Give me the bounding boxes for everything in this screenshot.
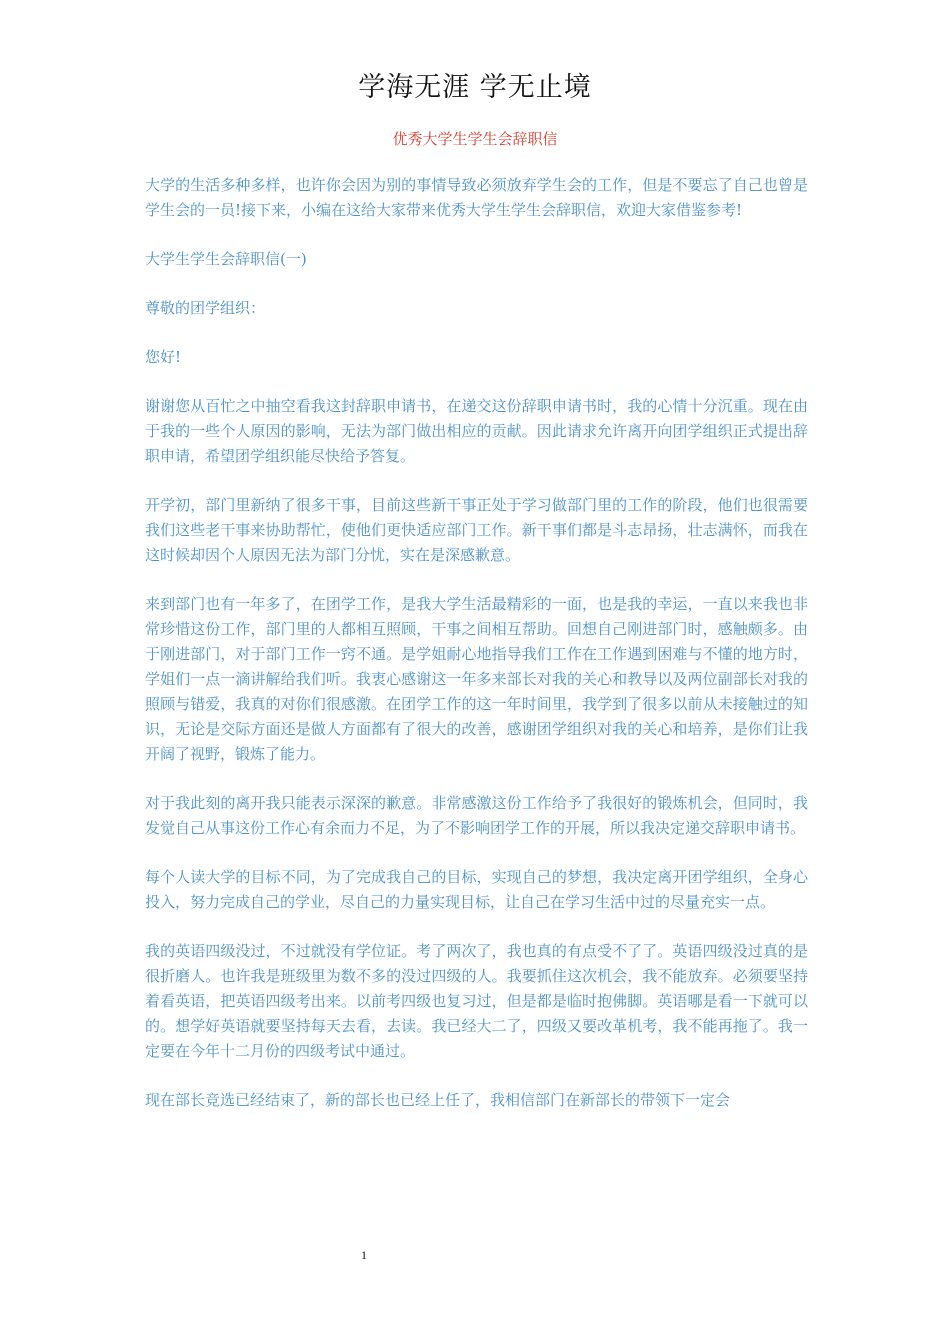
document-body bbox=[145, 173, 808, 1137]
paragraph: 对于我此刻的离开我只能表示深深的歉意。非常感激这份工作给予了我很好的锻炼机会，但同时，我发觉自己从事这份工作心有余而力不足，为了不影响团学工作的开展，所以我决定递交辞职申请书。 bbox=[145, 794, 808, 837]
paragraph: 现在部长竞选已经结束了，新的部长也已经上任了，我相信部门在新部长的带领下一定会 bbox=[145, 1091, 731, 1109]
greeting: 您好! bbox=[145, 348, 182, 366]
paragraph: 谢谢您从百忙之中抽空看我这封辞职申请书，在递交这份辞职申请书时，我的心情十分沉重。现在由于我的一些个人原因的影响，无法为部门做出相应的贡献。因此请求允许离开向团学组织正式提出辞职申请，希望团学组织能尽快给予答复。 bbox=[145, 397, 808, 465]
paragraph: 开学初，部门里新纳了很多干事，目前这些新干事正处于学习做部门里的工作的阶段，他们也很需要我们这些老干事来协助帮忙，使他们更快适应部门工作。新干事们都是斗志昂扬，壮志满怀，而我在这时候却因个人原因无法为部门分忧，实在是深感歉意。 bbox=[145, 496, 808, 564]
document-title: 优秀大学生学生会辞职信 bbox=[392, 130, 558, 148]
paragraph-intro: 大学的生活多种多样，也许你会因为别的事情导致必须放弃学生会的工作，但是不要忘了自己也曾是学生会的一员!接下来，小编在这给大家带来优秀大学生学生会辞职信，欢迎大家借鉴参考! bbox=[145, 176, 808, 219]
paragraph: 我的英语四级没过，不过就没有学位证。考了两次了，我也真的有点受不了了。英语四级没过真的是很折磨人。也许我是班级里为数不多的没过四级的人。我要抓住这次机会，我不能放弃。必须要坚持着看英语，把英语四级考出来。以前考四级也复习过，但是都是临时抱佛脚。英语哪是看一下就可以的。想学好英语就要坚持每天去看，去读。我已经大二了，四级又要改革机考，我不能再拖了。我一定要在今年十二月份的四级考试中通过。 bbox=[145, 942, 808, 1060]
paragraph: 每个人读大学的目标不同，为了完成我自己的目标，实现自己的梦想，我决定离开团学组织，全身心投入，努力完成自己的学业，尽自己的力量实现目标，让自己在学习生活中过的尽量充实一点。 bbox=[145, 868, 808, 911]
salutation: 尊敬的团学组织： bbox=[145, 299, 266, 317]
page-number: 1 bbox=[361, 1248, 367, 1262]
header-title: 学海无涯 学无止境 bbox=[358, 72, 592, 103]
paragraph: 来到部门也有一年多了，在团学工作，是我大学生活最精彩的一面，也是我的幸运，一直以来我也非常珍惜这份工作，部门里的人都相互照顾，干事之间相互帮助。回想自己刚进部门时，感触颇多。由于刚进部门，对于部门工作一窍不通。是学姐耐心地指导我们工作在工作遇到困难与不懂的地方时，学姐们一点一滴讲解给我们听。我衷心感谢这一年多来部长对我的关心和教导以及两位副部长对我的照顾与错爱，我真的对你们很感激。在团学工作的这一年时间里，我学到了很多以前从未接触过的知识，无论是交际方面还是做人方面都有了很大的改善，感谢团学组织对我的关心和培养，是你们让我开阔了视野，锻炼了能力。 bbox=[145, 595, 808, 763]
section-heading: 大学生学生会辞职信(一) bbox=[145, 250, 307, 268]
